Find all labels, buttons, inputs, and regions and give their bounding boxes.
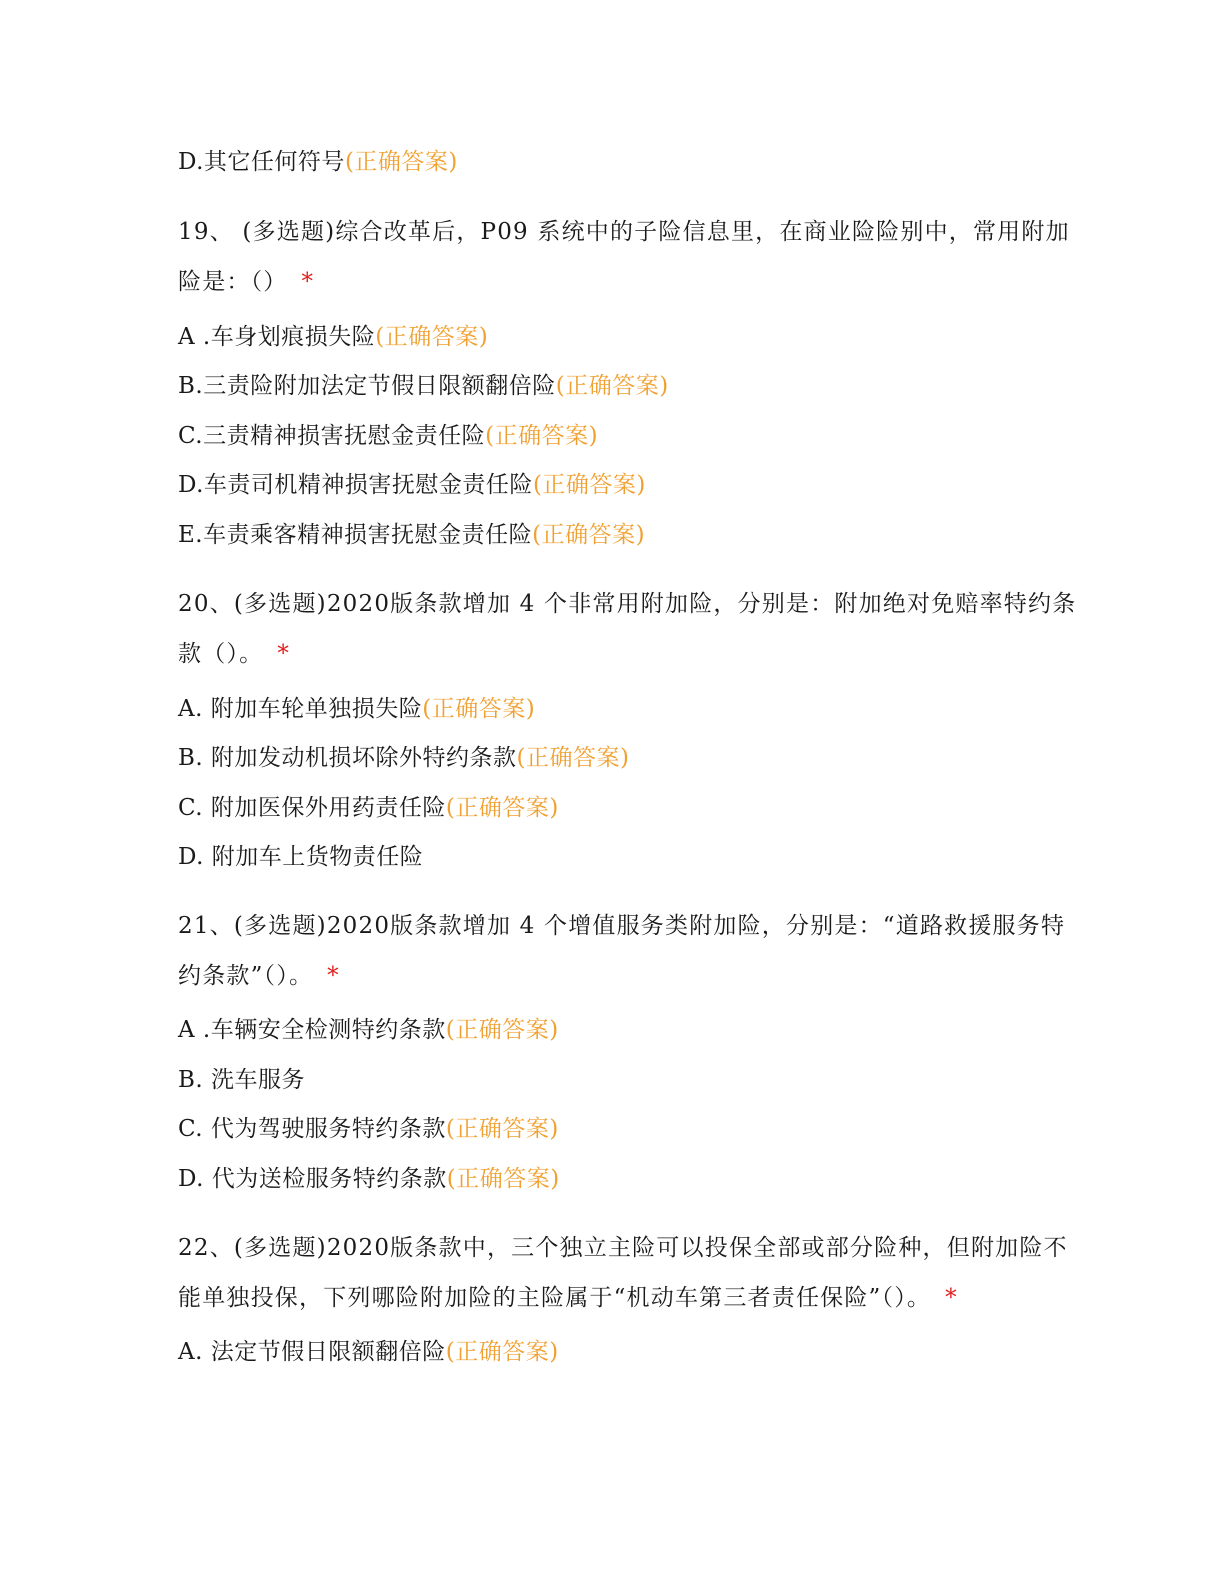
correct-answer-tag: (正确答案): [532, 522, 646, 548]
question-19-text-line1: 19、 (多选题)综合改革后，P09 系统中的子险信息里，在商业险险别中，常用附加: [178, 219, 1070, 245]
question-text: 险是：（）: [178, 269, 288, 295]
correct-answer-tag: (正确答案): [445, 1116, 559, 1142]
option-text: A .车辆安全检测特约条款: [178, 1017, 446, 1043]
correct-answer-tag: (正确答案): [555, 373, 669, 399]
option-text: A .车身划痕损失险: [178, 324, 376, 350]
question-19-option-b: [178, 371, 669, 401]
correct-answer-tag: (正确答案): [375, 324, 489, 350]
question-19-option-c: [178, 421, 598, 451]
required-star-icon: *: [327, 963, 340, 989]
option-text: C. 代为驾驶服务特约条款: [178, 1116, 446, 1142]
option-text: D.其它任何符号: [178, 149, 345, 175]
correct-answer-tag: (正确答案): [516, 745, 630, 771]
prev-question-option-d: [178, 147, 458, 177]
question-text: 约条款”（）。: [178, 963, 314, 989]
correct-answer-tag: (正确答案): [446, 1166, 560, 1192]
question-20-option-a: [178, 694, 535, 724]
question-21-option-a: [178, 1015, 559, 1045]
option-text: D. 代为送检服务特约条款: [178, 1166, 447, 1192]
question-20-option-b: [178, 743, 629, 773]
question-19-option-d: [178, 470, 646, 500]
question-21-text-line1: 21、(多选题)2020版条款增加 4 个增值服务类附加险，分别是：“道路救援服务特: [178, 913, 1066, 939]
question-text: 款（）。: [178, 641, 264, 667]
option-text: C.三责精神损害抚慰金责任险: [178, 423, 486, 449]
required-star-icon: *: [277, 641, 291, 667]
option-text: A. 法定节假日限额翻倍险: [178, 1339, 446, 1365]
question-20-option-d: [178, 842, 423, 872]
correct-answer-tag: (正确答案): [445, 1339, 559, 1365]
question-19-option-e: [178, 520, 645, 550]
correct-answer-tag: (正确答案): [445, 795, 559, 821]
question-22-text-line1: 22、(多选题)2020版条款中，三个独立主险可以投保全部或部分险种，但附加险不: [178, 1235, 1068, 1261]
option-text: E.车责乘客精神损害抚慰金责任险: [178, 522, 533, 548]
option-text: B. 洗车服务: [178, 1067, 306, 1093]
question-22-option-a: [178, 1337, 559, 1367]
question-20-option-c: [178, 793, 559, 823]
question-20-text-line1: 20、(多选题)2020版条款增加 4 个非常用附加险，分别是：附加绝对免赔率特约条: [178, 591, 1077, 617]
option-text: B. 附加发动机损坏除外特约条款: [178, 745, 517, 771]
question-21-option-b: [178, 1065, 305, 1095]
question-19-text-line2: [178, 267, 314, 297]
correct-answer-tag: (正确答案): [445, 1017, 559, 1043]
required-star-icon: *: [945, 1285, 958, 1311]
option-text: B.三责险附加法定节假日限额翻倍险: [178, 373, 556, 399]
option-text: A. 附加车轮单独损失险: [178, 696, 423, 722]
correct-answer-tag: (正确答案): [344, 149, 458, 175]
option-text: C. 附加医保外用药责任险: [178, 795, 446, 821]
question-21-option-c: [178, 1114, 559, 1144]
question-text: 能单独投保，下列哪险附加险的主险属于“机动车第三者责任保险”（）。: [178, 1285, 932, 1311]
option-text: D. 附加车上货物责任险: [178, 844, 424, 870]
question-21-option-d: [178, 1164, 560, 1194]
question-22-text-line2: [178, 1283, 958, 1313]
option-text: D.车责司机精神损害抚慰金责任险: [178, 472, 533, 498]
question-19-option-a: [178, 322, 488, 352]
correct-answer-tag: (正确答案): [532, 472, 646, 498]
question-20-text-line2: [178, 639, 290, 669]
correct-answer-tag: (正确答案): [422, 696, 536, 722]
required-star-icon: *: [301, 269, 315, 295]
correct-answer-tag: (正确答案): [485, 423, 599, 449]
question-21-text-line2: [178, 961, 340, 991]
